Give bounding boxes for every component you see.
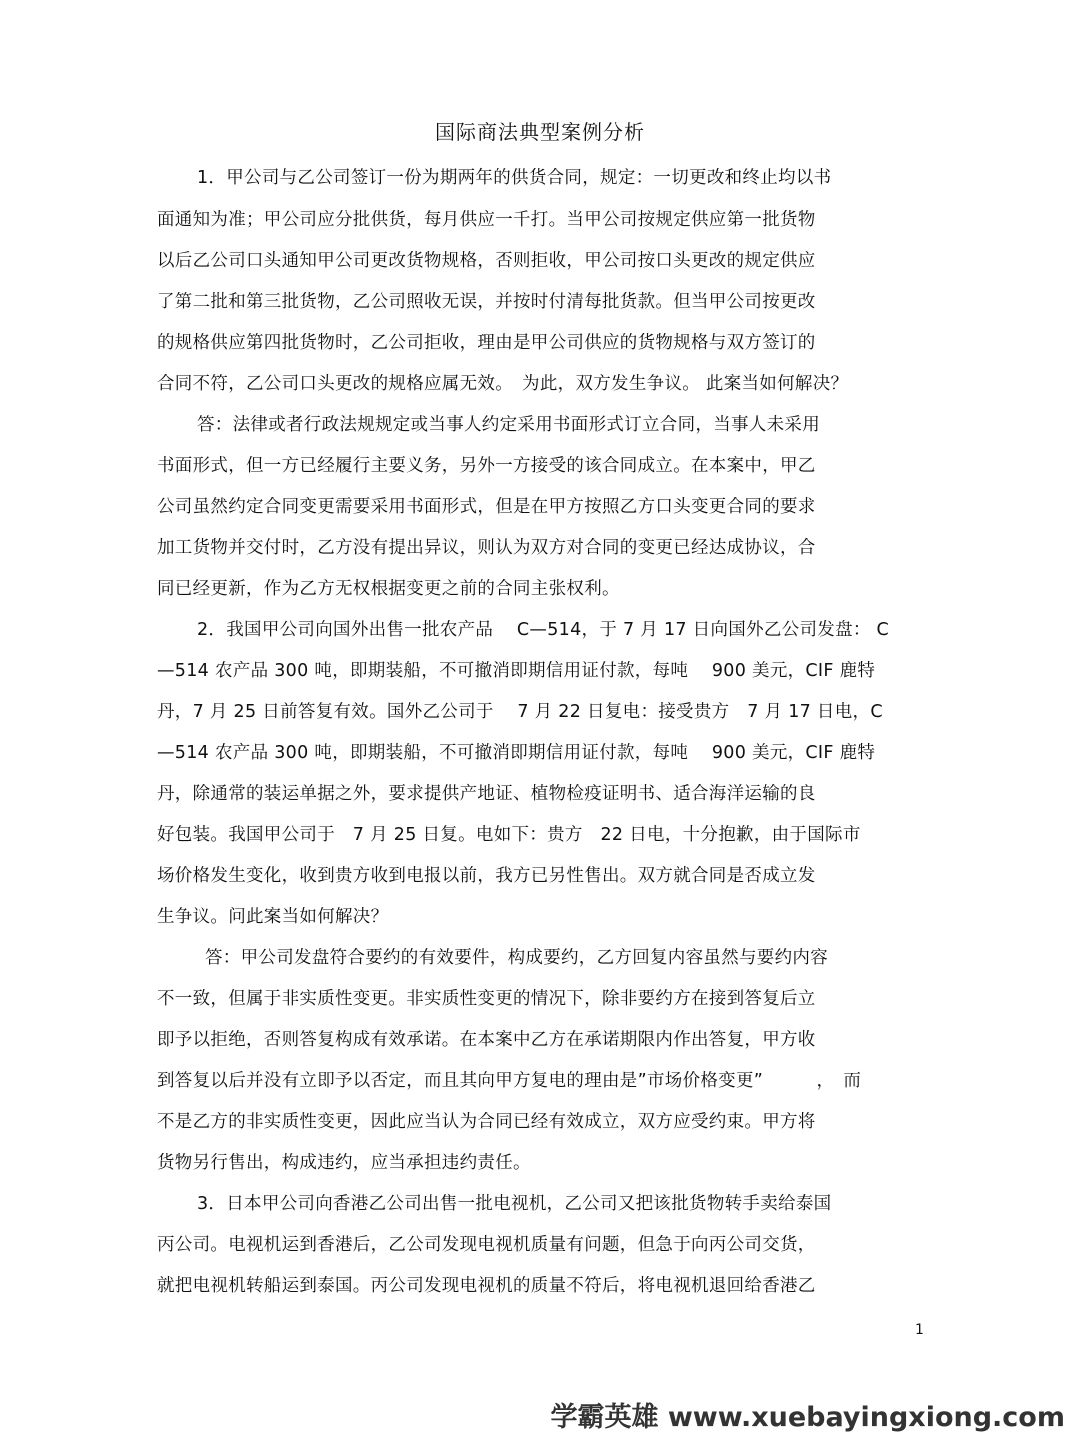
body-line: 同已经更新，作为乙方无权根据变更之前的合同主张权利。 — [157, 579, 620, 599]
body-line: 丙公司。电视机运到香港后，乙公司发现电视机质量有问题，但急于向丙公司交货， — [157, 1235, 816, 1255]
body-line: 加工货物并交付时，乙方没有提出异议，则认为双方对合同的变更已经达成协议，合 — [157, 538, 816, 558]
body-line: 公司虽然约定合同变更需要采用书面形式，但是在甲方按照乙方口头变更合同的要求 — [157, 497, 816, 517]
body-line: 2．我国甲公司向国外出售一批农产品 C—514，于 7 月 17 日向国外乙公司发盘： C — [197, 620, 890, 640]
body-line: 了第二批和第三批货物，乙公司照收无误，并按时付清每批货款。但当甲公司按更改 — [157, 292, 816, 312]
body-line: 答：法律或者行政法规规定或当事人约定采用书面形式订立合同，当事人未采用 — [197, 415, 820, 435]
site-watermark: 学霸英雄 www.xuebayingxiong.com — [550, 1402, 1065, 1433]
body-line: 以后乙公司口头通知甲公司更改货物规格，否则拒收，甲公司按口头更改的规定供应 — [157, 251, 816, 271]
body-line: 面通知为准；甲公司应分批供货，每月供应一千打。当甲公司按规定供应第一批货物 — [157, 210, 816, 230]
page-title: 国际商法典型案例分析 — [435, 120, 645, 144]
body-line: 的规格供应第四批货物时，乙公司拒收，理由是甲公司供应的货物规格与双方签订的 — [157, 333, 816, 353]
body-line: 3．日本甲公司向香港乙公司出售一批电视机，乙公司又把该批货物转手卖给泰国 — [197, 1194, 832, 1214]
body-line: 丹，7 月 25 日前答复有效。国外乙公司于 7 月 22 日复电：接受贵方 7 月 17 日电，C — [157, 702, 883, 722]
body-line: 不是乙方的非实质性变更，因此应当认为合同已经有效成立，双方应受约束。甲方将 — [157, 1112, 816, 1132]
body-line: —514 农产品 300 吨，即期装船，不可撤消即期信用证付款，每吨 900 美元，CIF 鹿特 — [157, 743, 876, 763]
body-line: 场价格发生变化，收到贵方收到电报以前，我方已另性售出。双方就合同是否成立发 — [157, 866, 816, 886]
body-line: 答：甲公司发盘符合要约的有效要件，构成要约，乙方回复内容虽然与要约内容 — [205, 948, 828, 968]
body-line: 丹，除通常的装运单据之外，要求提供产地证、植物检疫证明书、适合海洋运输的良 — [157, 784, 816, 804]
body-line: 不一致，但属于非实质性变更。非实质性变更的情况下，除非要约方在接到答复后立 — [157, 989, 816, 1009]
body-line: 货物另行售出，构成违约，应当承担违约责任。 — [157, 1153, 531, 1173]
body-line: 合同不符，乙公司口头更改的规格应属无效。 为此，双方发生争议。 此案当如何解决？ — [157, 374, 849, 394]
body-line: 1．甲公司与乙公司签订一份为期两年的供货合同，规定：一切更改和终止均以书 — [197, 168, 832, 188]
body-line: 到答复以后并没有立即予以否定，而且其向甲方复电的理由是”市场价格变更” ， 而 — [157, 1071, 862, 1091]
body-line: 即予以拒绝，否则答复构成有效承诺。在本案中乙方在承诺期限内作出答复，甲方收 — [157, 1030, 816, 1050]
body-line: —514 农产品 300 吨，即期装船，不可撤消即期信用证付款，每吨 900 美元，CIF 鹿特 — [157, 661, 876, 681]
body-line: 就把电视机转船运到泰国。丙公司发现电视机的质量不符后，将电视机退回给香港乙 — [157, 1276, 816, 1296]
body-line: 生争议。问此案当如何解决？ — [157, 907, 389, 927]
body-line: 好包装。我国甲公司于 7 月 25 日复。电如下：贵方 22 日电，十分抱歉，由于国际市 — [157, 825, 861, 845]
body-line: 书面形式，但一方已经履行主要义务，另外一方接受的该合同成立。在本案中，甲乙 — [157, 456, 816, 476]
page-number: 1 — [915, 1322, 924, 1338]
